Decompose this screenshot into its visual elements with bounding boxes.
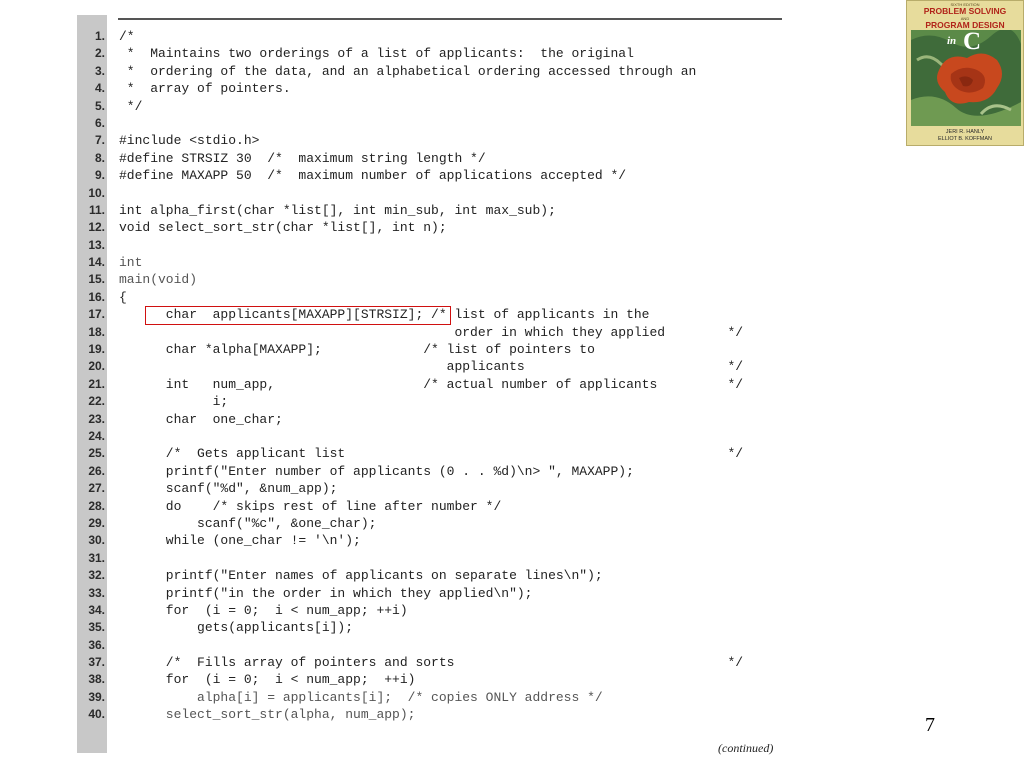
line-number: 35. [88,620,105,635]
code-line: * array of pointers. [119,81,291,97]
code-line: #define STRSIZ 30 /* maximum string length */ [119,150,486,166]
cover-author-1: JERI R. HANLY [945,129,985,135]
code-line: order in which they applied */ [119,324,744,340]
line-number: 40. [88,707,105,722]
code-line: main(void) [119,272,198,288]
line-number: 11. [88,202,105,217]
line-number: 5. [94,98,105,113]
cover-title-line-1: PROBLEM SOLVING [923,6,1007,17]
code-line: gets(applicants[i]); [119,620,354,636]
code-line: void select_sort_str(char *list[], int n); [119,220,447,236]
line-number: 24. [88,428,105,443]
line-number: 10. [88,185,105,200]
line-number: 29. [88,515,105,530]
code-line: while (one_char != '\n'); [119,533,361,549]
line-number: 2. [94,46,105,61]
cover-authors [907,129,1023,143]
cover-in: in [947,35,957,47]
line-number: 34. [88,602,105,617]
line-number: 30. [88,533,105,548]
code-line: /* Fills array of pointers and sorts */ [119,655,744,671]
code-line: char one_char; [119,411,283,427]
code-line: printf("Enter names of applicants on separate lines\n"); [119,568,603,584]
cover-language: C [963,28,982,55]
line-number: 17. [88,307,105,322]
line-number: 14. [88,255,105,270]
line-number: 7. [94,133,105,148]
code-line [119,185,743,202]
cover-author-2: ELLIOT B. KOFFMAN [938,135,992,142]
code-line: scanf("%c", &one_char); [119,515,377,531]
code-line: for (i = 0; i < num_app; ++i) [119,602,408,618]
code-line: #include <stdio.h> [119,133,260,149]
code-line: int alpha_first(char *list[], int min_sub, int max_sub); [119,202,556,218]
line-number: 4. [94,81,105,96]
code-line: char applicants[MAXAPP][STRSIZ]; /* list of applicants in the [119,307,650,323]
line-number: 23. [88,411,105,426]
code-line [119,428,743,445]
line-number: 25. [88,446,105,461]
code-line [119,637,743,654]
line-number: 1. [94,29,105,43]
code-line: for (i = 0; i < num_app; ++i) [119,672,416,688]
continued-label: (continued) [718,741,774,755]
highlight-box [145,306,451,325]
line-number: 13. [88,237,105,252]
line-number: 19. [88,342,105,357]
code-line: printf("Enter number of applicants (0 . . %d)\n> ", MAXAPP); [119,463,634,479]
code-line: int [119,255,143,271]
line-number: 37. [88,655,105,670]
code-line: int num_app, /* actual number of applicants */ [119,376,744,392]
line-number: 9. [94,168,105,183]
line-number: 3. [94,63,105,78]
code-line: #define MAXAPP 50 /* maximum number of applications accepted */ [119,168,627,184]
line-number: 16. [88,289,105,304]
code-line: printf("in the order in which they applied\n"); [119,585,533,601]
code-line [119,237,743,254]
line-number: 38. [88,672,105,687]
line-number: 33. [88,585,105,600]
line-number: 26. [88,463,105,478]
code-line: scanf("%d", &num_app); [119,481,338,497]
cover-title-line-2: PROGRAM DESIGN [925,20,1005,31]
code-line: * ordering of the data, and an alphabetical ordering accessed through an [119,63,697,79]
code-listing [119,28,743,724]
cover-and: AND [960,15,970,21]
code-line: /* [119,29,135,44]
line-number: 18. [88,324,105,339]
line-number: 21. [88,376,105,391]
code-line: /* Gets applicant list */ [119,446,744,462]
code-line: applicants */ [119,359,744,375]
line-numbers [77,28,105,724]
code-line: char *alpha[MAXAPP]; /* list of pointers to [119,342,595,358]
code-line: alpha[i] = applicants[i]; /* copies ONLY address */ [119,689,603,705]
line-number: 28. [88,498,105,513]
line-number: 15. [88,272,105,287]
line-number: 8. [94,150,105,165]
line-number: 27. [88,481,105,496]
cover-title-block [907,3,1023,30]
code-line [119,115,743,132]
page-number: 7 [925,714,935,736]
cover-edition: SIXTH EDITION [950,2,980,7]
line-number: 39. [88,689,105,704]
line-number: 36. [88,637,105,652]
code-line: select_sort_str(alpha, num_app); [119,707,416,723]
line-number: 32. [88,568,105,583]
line-number: 31. [88,550,105,565]
code-line: { [119,289,127,305]
line-number: 6. [94,115,105,130]
line-number: 22. [88,394,105,409]
top-rule [118,18,782,20]
code-line [119,550,743,567]
code-line: do /* skips rest of line after number */ [119,498,502,514]
code-line: i; [119,394,229,410]
code-line: * Maintains two orderings of a list of applicants: the original [119,46,634,62]
line-number: 12. [88,220,105,235]
line-number: 20. [88,359,105,374]
book-cover [906,0,1024,146]
code-line: */ [119,98,143,114]
